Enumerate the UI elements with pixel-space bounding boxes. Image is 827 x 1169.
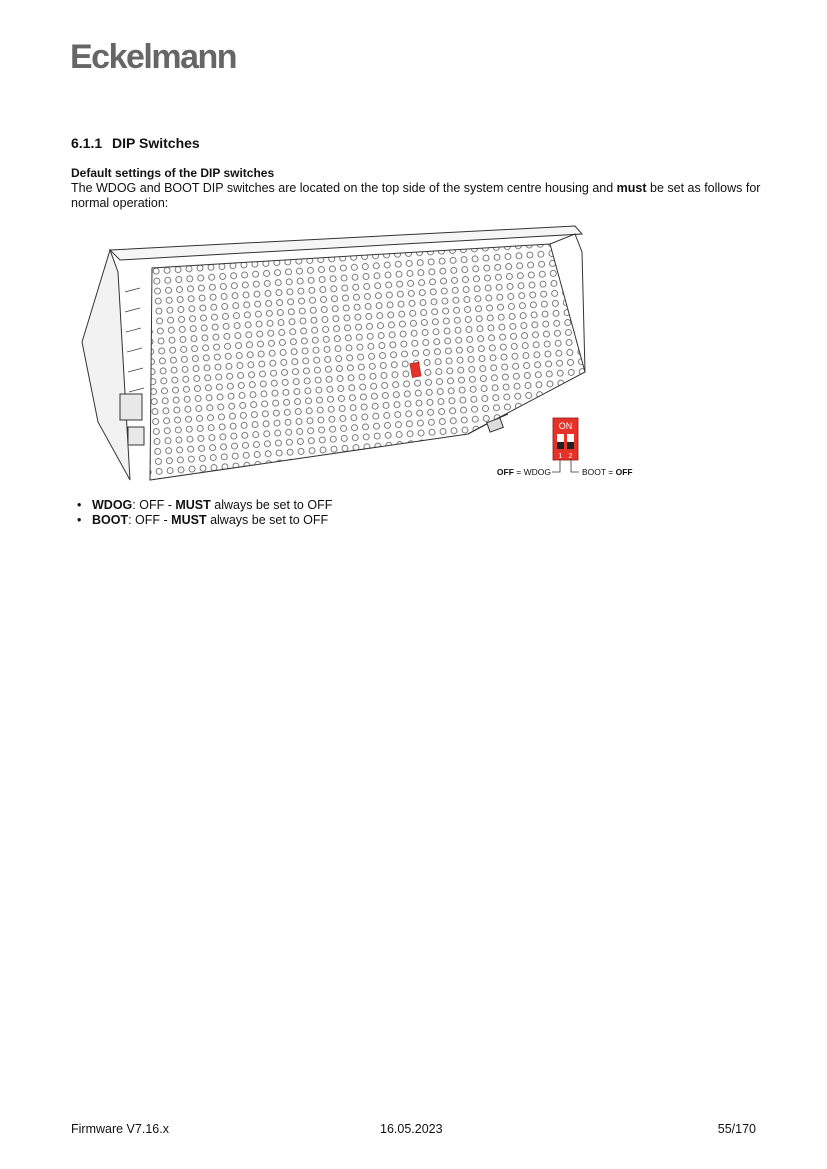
bullet-term: BOOT — [92, 513, 129, 527]
side-vents — [125, 288, 144, 392]
switch-on-label: ON — [558, 421, 573, 431]
intro-paragraph — [71, 181, 761, 211]
dip-switch-detail — [553, 418, 578, 460]
brand-logo: Eckelmann — [70, 38, 237, 76]
bullet-emph: MUST — [171, 513, 207, 527]
footer-date: 16.05.2023 — [380, 1122, 443, 1136]
footer-firmware: Firmware V7.16.x — [71, 1122, 169, 1136]
subheading: Default settings of the DIP switches — [71, 166, 275, 180]
wdog-callout: OFF = WDOG — [496, 467, 551, 477]
bullet-term: WDOG — [92, 498, 133, 512]
boot-callout: BOOT = OFF — [582, 467, 633, 477]
list-item: • WDOG: OFF - MUST always be set to OFF — [75, 498, 332, 513]
switch-number-2: 2 — [568, 453, 573, 460]
wdog-leader-line — [552, 460, 560, 472]
intro-bold-must: must — [616, 181, 647, 195]
section-heading — [71, 135, 200, 151]
section-number: 6.1.1 — [71, 135, 103, 151]
switch-settings-list — [75, 498, 332, 528]
list-item: • BOOT: OFF - MUST always be set to OFF — [75, 513, 332, 528]
intro-text-1: The WDOG and BOOT DIP switches are located on the top side of the system centre housing and — [71, 181, 617, 195]
boot-leader-line — [571, 460, 579, 472]
switch-number-1: 1 — [558, 453, 563, 460]
footer-page-number: 55/170 — [717, 1122, 756, 1136]
connector-block — [128, 427, 144, 445]
dip-switch-figure — [70, 222, 650, 487]
section-title: DIP Switches — [112, 135, 200, 151]
housing-side-panel — [82, 250, 130, 480]
perforated-top-face — [150, 244, 585, 480]
intro-text-2: be set as follows for normal operation: — [71, 181, 761, 210]
bullet-emph: MUST — [175, 498, 211, 512]
connector-block — [120, 394, 142, 420]
housing-illustration — [70, 222, 650, 487]
